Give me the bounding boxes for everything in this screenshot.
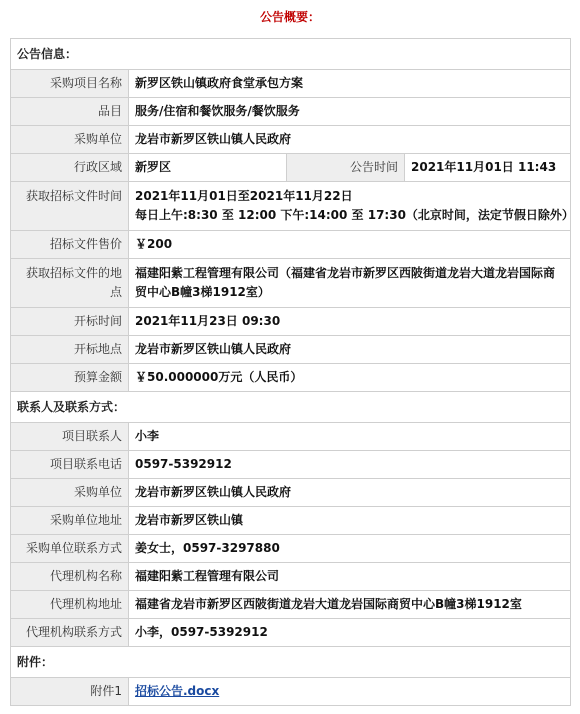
table-row [11, 507, 571, 535]
attachment1-cell [129, 678, 571, 706]
table-row [11, 70, 571, 98]
doc-price-value: ￥200 [129, 231, 571, 259]
table-row [11, 619, 571, 647]
purchaser-address-label: 采购单位地址 [11, 507, 129, 535]
attachment1-link[interactable]: 招标公告.docx [135, 684, 220, 698]
doc-time-dates: 2021年11月01日至2021年11月22日 [135, 189, 353, 203]
section-contacts: 联系人及联系方式： [11, 392, 571, 423]
doc-time-value [129, 182, 574, 231]
section-row [11, 392, 571, 423]
region-label: 行政区域 [11, 154, 129, 182]
table-row [11, 336, 571, 364]
agency-contact-label: 代理机构联系方式 [11, 619, 129, 647]
agency-address-label: 代理机构地址 [11, 591, 129, 619]
table-row [11, 563, 571, 591]
contact-person-label: 项目联系人 [11, 423, 129, 451]
category-value: 服务/住宿和餐饮服务/餐饮服务 [129, 98, 571, 126]
table-row [11, 535, 571, 563]
publish-time-value: 2021年11月01日 11:43 [405, 154, 571, 182]
attachment1-label: 附件1 [11, 678, 129, 706]
purchaser-contact-label: 采购单位联系方式 [11, 535, 129, 563]
agency-name-label: 代理机构名称 [11, 563, 129, 591]
table-row [11, 126, 571, 154]
table-row [11, 154, 571, 182]
contact-purchaser-label: 采购单位 [11, 479, 129, 507]
agency-contact-value: 小李，0597-5392912 [129, 619, 571, 647]
contact-person-value: 小李 [129, 423, 571, 451]
contact-purchaser-value: 龙岩市新罗区铁山镇人民政府 [129, 479, 571, 507]
notice-summary-table [10, 38, 574, 706]
section-notice-info: 公告信息： [11, 39, 571, 70]
table-row [11, 451, 571, 479]
agency-name-value: 福建阳紫工程管理有限公司 [129, 563, 571, 591]
bid-open-place-label: 开标地点 [11, 336, 129, 364]
budget-value: ￥50.000000万元（人民币） [129, 364, 571, 392]
contact-phone-label: 项目联系电话 [11, 451, 129, 479]
budget-label: 预算金额 [11, 364, 129, 392]
table-row [11, 182, 571, 231]
table-row [11, 364, 571, 392]
table-row [11, 423, 571, 451]
table-row [11, 591, 571, 619]
contact-phone-value: 0597-5392912 [129, 451, 571, 479]
project-name-value: 新罗区铁山镇政府食堂承包方案 [129, 70, 571, 98]
table-row [11, 259, 571, 308]
table-row [11, 479, 571, 507]
table-row [11, 98, 571, 126]
section-row [11, 647, 571, 678]
agency-address-value: 福建省龙岩市新罗区西陂街道龙岩大道龙岩国际商贸中心B幢3梯1912室 [129, 591, 571, 619]
doc-time-label: 获取招标文件时间 [11, 182, 129, 231]
doc-price-label: 招标文件售价 [11, 231, 129, 259]
bid-open-place-value: 龙岩市新罗区铁山镇人民政府 [129, 336, 571, 364]
doc-place-label: 获取招标文件的地点 [11, 259, 129, 308]
table-row [11, 308, 571, 336]
doc-place-value: 福建阳紫工程管理有限公司（福建省龙岩市新罗区西陂街道龙岩大道龙岩国际商贸中心B幢3梯1912室） [129, 259, 571, 308]
category-label: 品目 [11, 98, 129, 126]
table-row [11, 231, 571, 259]
purchaser-label: 采购单位 [11, 126, 129, 154]
publish-time-label: 公告时间 [287, 154, 405, 182]
section-row [11, 39, 571, 70]
doc-time-hours: 每日上午:8:30 至 12:00 下午:14:00 至 17:30（北京时间，法定节假日除外） [135, 208, 574, 222]
purchaser-value: 龙岩市新罗区铁山镇人民政府 [129, 126, 571, 154]
project-name-label: 采购项目名称 [11, 70, 129, 98]
purchaser-contact-value: 姜女士，0597-3297880 [129, 535, 571, 563]
page-title: 公告概要： [259, 10, 320, 24]
region-value: 新罗区 [129, 154, 287, 182]
section-attachments: 附件： [11, 647, 571, 678]
bid-open-time-label: 开标时间 [11, 308, 129, 336]
table-row [11, 678, 571, 706]
purchaser-address-value: 龙岩市新罗区铁山镇 [129, 507, 571, 535]
bid-open-time-value: 2021年11月23日 09:30 [129, 308, 571, 336]
